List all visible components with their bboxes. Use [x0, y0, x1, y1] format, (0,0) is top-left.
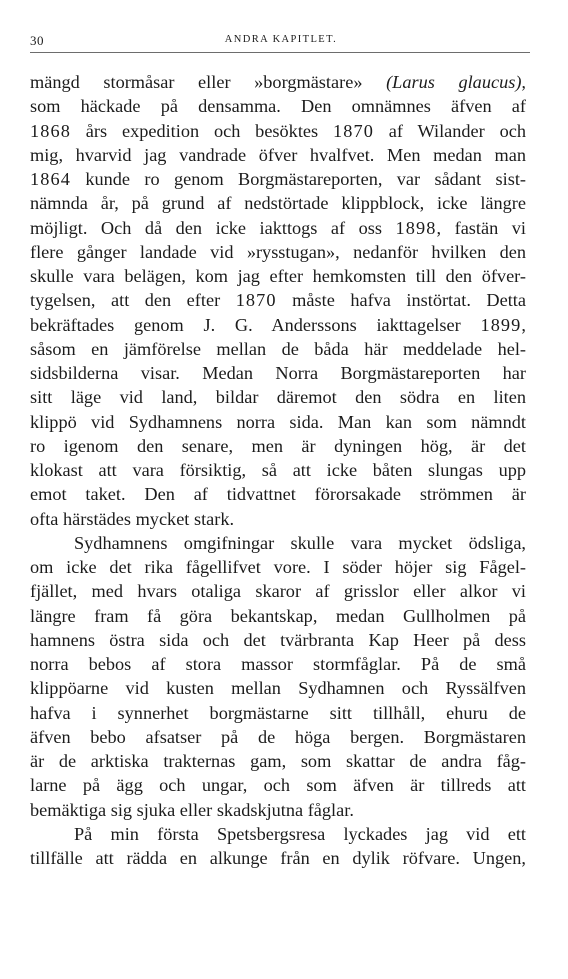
year: 1864 [30, 169, 71, 189]
text-line [30, 119, 526, 143]
text-line [30, 676, 526, 700]
text-line [30, 531, 526, 555]
text-line [30, 94, 526, 118]
year: 1870 [235, 290, 277, 311]
text-run: sitt läge vid land, bildar däremot den södra en liten [30, 387, 526, 408]
text-run: som häckade på densamma. Den omnämnes äfven af [30, 96, 526, 117]
text-run: klippöarne vid kusten mellan Sydhamnen och Ryssälfven [30, 678, 526, 699]
text-line [30, 725, 526, 749]
text-run: mig, hvarvid jag vandrade öfver hvalfvet. Men medan man [30, 144, 526, 165]
text-run: är de arktiska trakternas gam, som skattar de andra fåg- [30, 751, 526, 771]
text-line [30, 167, 526, 191]
page-number: 30 [30, 33, 44, 48]
year: 1868 [30, 120, 71, 141]
latin-name: (Larus glaucus), [386, 72, 526, 92]
text-run: , [521, 314, 526, 335]
text-run: mängd stormåsar eller »borgmästare» [30, 72, 387, 92]
text-run: tillfälle att rädda en alkunge från en dylik röfvare. Ungen, [30, 848, 526, 868]
text-run: äfven bebo afsatser på de höga bergen. Borgmästaren [30, 726, 526, 747]
text-line [30, 652, 526, 676]
text-line [30, 288, 526, 312]
text-line [30, 264, 526, 288]
text-line [30, 507, 526, 531]
text-line [30, 798, 526, 822]
text-run: hafva i synnerhet borgmästarne sitt tillhåll, ehuru de [30, 702, 526, 723]
text-line [30, 191, 526, 215]
text-run: klippö vid Sydhamnens norra sida. Man kan som nämndt [30, 411, 526, 432]
text-run: ofta härstädes mycket stark. [30, 508, 235, 529]
text-run: såsom en jämförelse mellan de båda här meddelade hel- [30, 338, 526, 359]
text-line [30, 701, 526, 725]
text-run: kunde ro genom Borgmästareporten, var sådant sist- [70, 169, 526, 189]
text-run: , fastän vi [436, 217, 526, 238]
text-run: om icke det rika fågellifvet vore. I söder höjer sig Fågel- [30, 557, 526, 577]
text-run: nämnda år, på grund af nedstörtade klippblock, icke längre [30, 193, 526, 214]
text-line [30, 434, 526, 458]
text-run: skulle vara belägen, kom jag efter hemkomsten till den öfver- [30, 266, 526, 286]
text-line [30, 749, 526, 773]
text-line [30, 385, 526, 409]
text-line [30, 458, 526, 482]
text-line [30, 846, 526, 870]
body-text [30, 70, 526, 870]
text-line [30, 70, 526, 94]
text-run: flere gånger landade vid »rysstugan», nedanför hvilken den [30, 241, 526, 262]
year: 1899 [480, 314, 522, 335]
running-head [30, 33, 532, 51]
text-line [30, 822, 526, 846]
year: 1898 [395, 217, 437, 238]
text-run: klokast att vara försiktig, så att icke båten slungas upp [30, 460, 526, 480]
text-line [30, 410, 526, 434]
text-line [30, 240, 526, 264]
text-run: bekräftades genom J. G. Anderssons iakttagelser [30, 314, 481, 335]
running-title: ANDRA KAPITLET. [224, 34, 338, 45]
text-run: larne på ägg och ungar, och som äfven är tillreds att [30, 775, 526, 796]
text-line [30, 555, 526, 579]
text-run: bemäktiga sig sjuka eller skadskjutna fåglar. [30, 799, 354, 820]
text-line [30, 313, 526, 337]
text-run: tygelsen, att den efter [30, 290, 236, 311]
header-rule [30, 52, 530, 53]
text-line [30, 143, 526, 167]
text-run: af Wilander och [373, 120, 526, 141]
text-line [30, 482, 526, 506]
text-line [30, 628, 526, 652]
text-line [30, 773, 526, 797]
text-run: måste hafva instörtat. Detta [276, 290, 526, 311]
text-run: norra bebos af stora massor stormfåglar. På de små [30, 654, 526, 674]
text-line [30, 579, 526, 603]
text-run: fjället, med hvars otaliga skaror af grisslor eller alkor vi [30, 581, 526, 602]
text-line [30, 604, 526, 628]
text-run: sidsbilderna visar. Medan Norra Borgmästareporten har [30, 363, 526, 383]
text-line [30, 216, 526, 240]
text-run: På min första Spetsbergsresa lyckades jag vid ett [74, 823, 526, 844]
text-line [30, 337, 526, 361]
text-run: Sydhamnens omgifningar skulle vara mycket ödsliga, [74, 532, 526, 553]
text-run: längre fram få göra bekantskap, medan Gullholmen på [30, 605, 526, 626]
text-run: års expedition och besöktes [70, 120, 333, 141]
text-run: emot taket. Den af tidvattnet förorsakade strömmen är [30, 484, 526, 505]
text-run: hamnens östra sida och det tvärbranta Kap Heer på dess [30, 629, 526, 650]
year: 1870 [332, 120, 374, 141]
text-run: möjligt. Och då den icke iakttogs af oss [30, 217, 396, 238]
text-run: ro igenom den senare, men är dyningen hög, är det [30, 435, 526, 456]
text-line [30, 361, 526, 385]
